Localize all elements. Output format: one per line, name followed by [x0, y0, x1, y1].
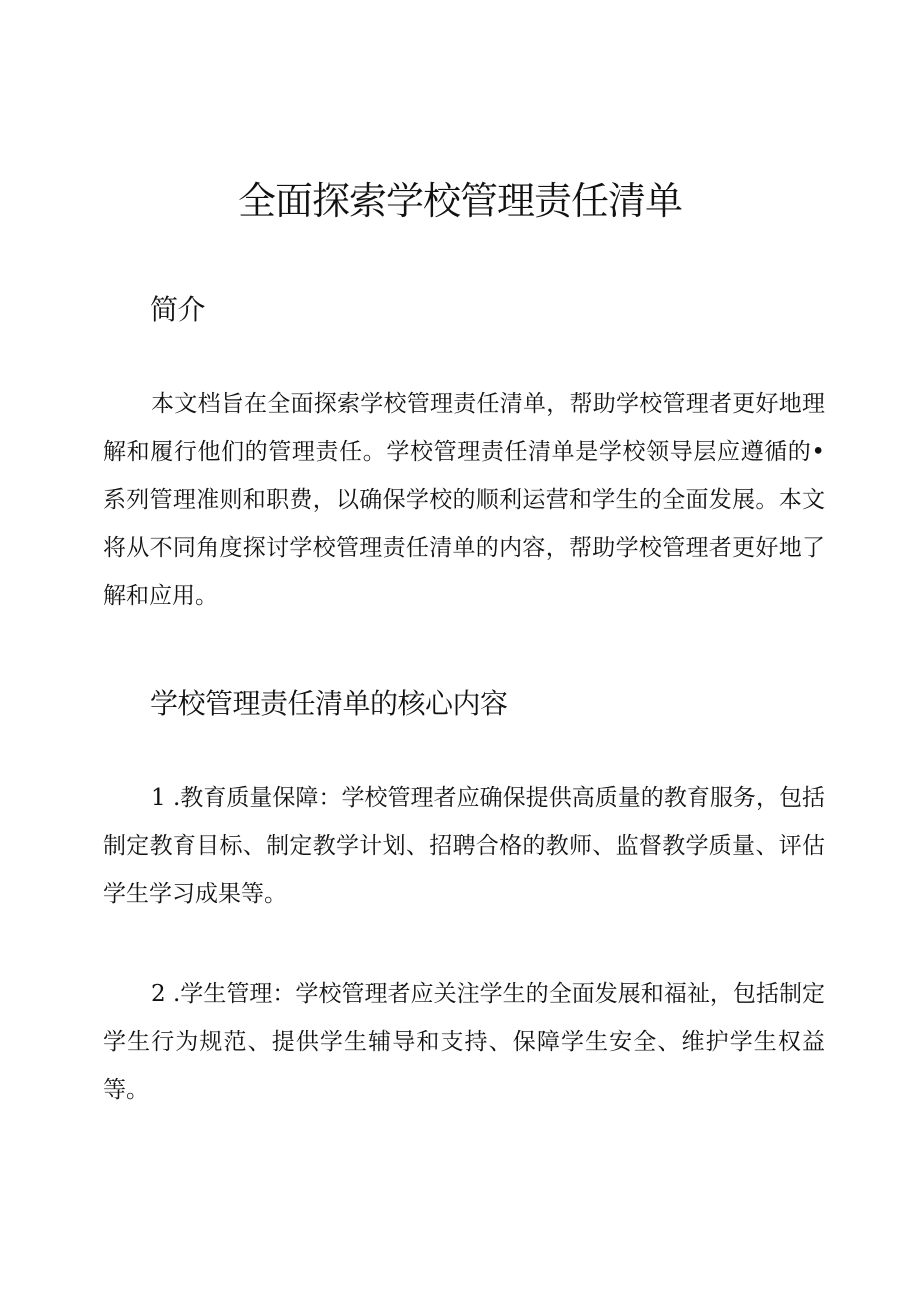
list-item: 1 .教育质量保障：学校管理者应确保提供高质量的教育服务，包括制定教育目标、制定教学计划、招聘合格的教师、监督教学质量、评估学生学习成果等。	[103, 785, 825, 907]
section-heading-core-content: 学校管理责任清单的核心内容	[150, 687, 508, 720]
list-item: 2 .学生管理：学校管理者应关注学生的全面发展和福祉，包括制定学生行为规范、提供学生辅导和支持、保障学生安全、维护学生权益等。	[103, 981, 825, 1103]
document-title: 全面探索学校管理责任清单	[237, 179, 682, 223]
section-heading-intro: 简介	[150, 293, 206, 326]
intro-paragraph: 本文档旨在全面探索学校管理责任清单，帮助学校管理者更好地理解和履行他们的管理责任。学校管理责任清单是学校领导层应遵循的•系列管理准则和职费，以确保学校的顺利运营和学生的全面发展。本文将从不同角度探讨学校管理责任清单的内容，帮助学校管理者更好地了解和应用。	[103, 391, 825, 609]
